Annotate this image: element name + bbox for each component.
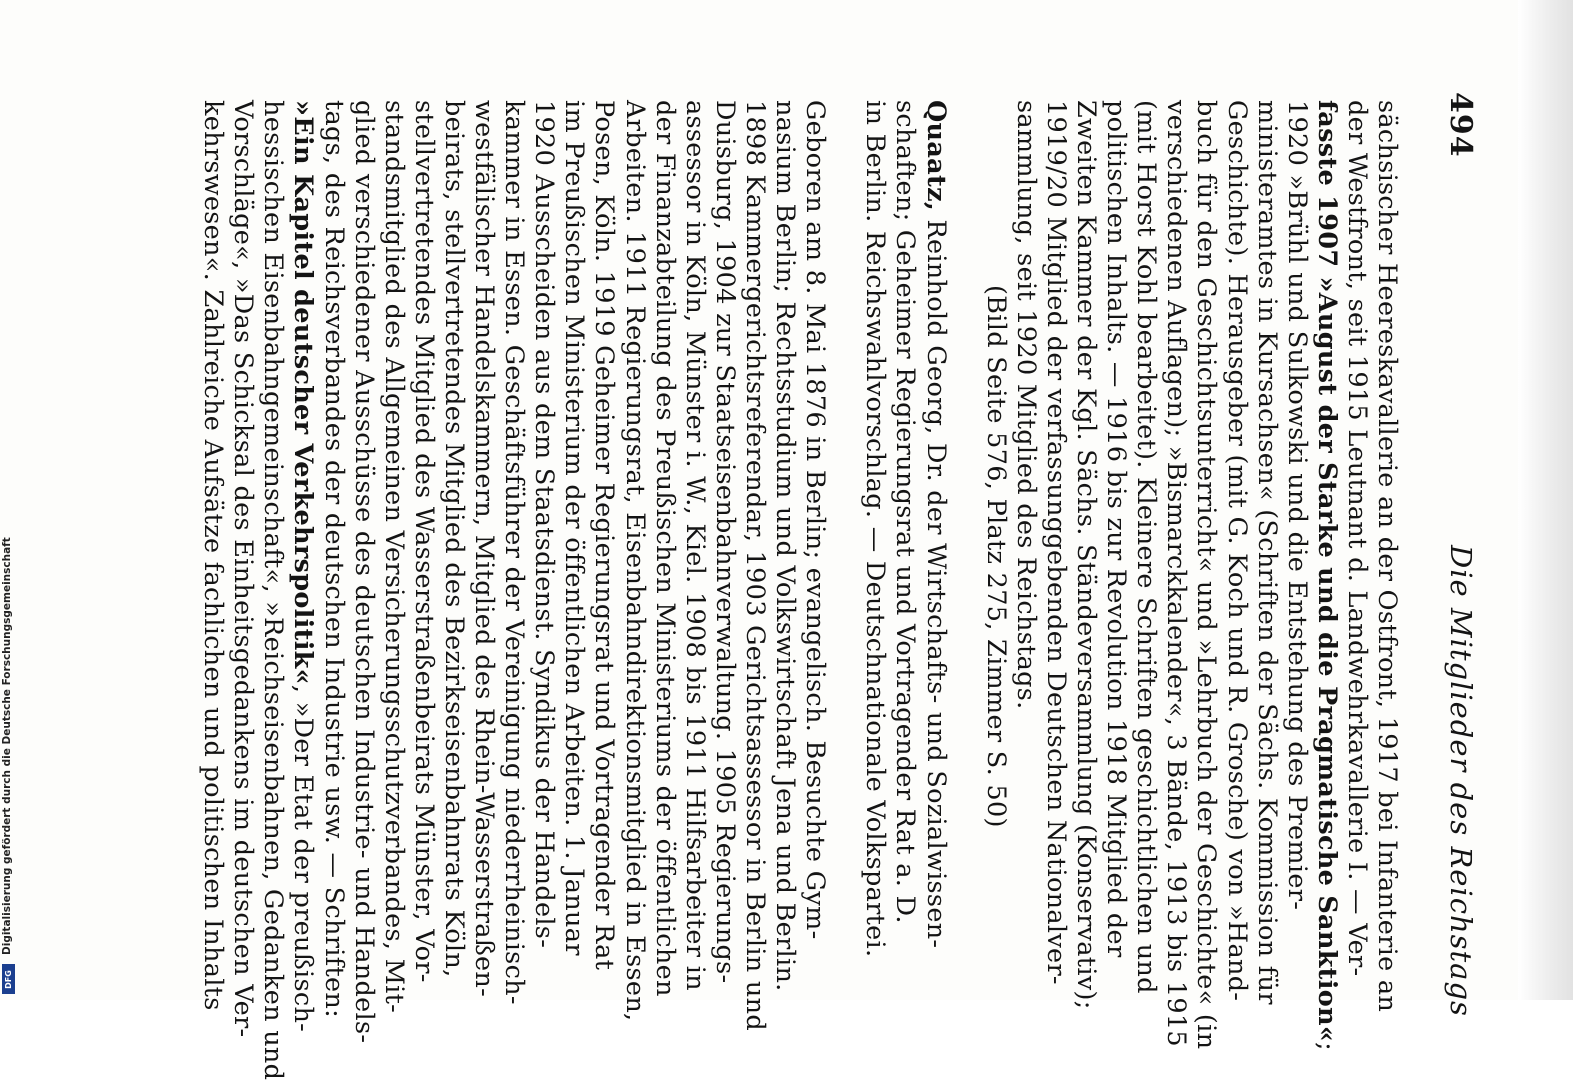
- text-segment: verschiedenen Auflagen); »Bismarckkalender«, 3 Bände, 1913 bis 1915: [1161, 100, 1192, 1047]
- dfg-logo-text: DFG: [4, 969, 14, 989]
- text-segment: (mit Horst Kohl bearbeitet). Kleinere Schriften geschichtlichen und: [1131, 100, 1162, 994]
- text-segment: (Bild Seite 576, Platz 275, Zimmer S. 50): [980, 285, 1011, 828]
- text-line: [770, 100, 800, 992]
- text-line: [1342, 100, 1372, 976]
- text-line: [589, 100, 619, 970]
- text-segment: Zweiten Kammer der Kgl. Sächs. Ständeversammlung (Konservativ);: [1071, 100, 1101, 1010]
- text-line: [258, 100, 288, 1080]
- text-segment: Vorschläge«, »Das Schicksal des Einheitsgedankens im deutschen Ver-: [228, 100, 259, 1038]
- page-number: 494: [1443, 92, 1478, 158]
- text-segment: nasium Berlin; Rechtsstudium und Volkswirtschaft Jena und Berlin.: [770, 100, 800, 992]
- text-line: [1101, 100, 1131, 957]
- text-segment: 1920 »Brühl und Sulkowski und die Entstehung des Premier-: [1281, 100, 1312, 911]
- text-segment: kehrswesen«. Zahlreiche Aufsätze fachlichen und politischen Inhalts: [198, 100, 229, 1011]
- text-line: [981, 285, 1011, 828]
- text-line: [1071, 100, 1101, 1010]
- text-line: [1222, 100, 1252, 1001]
- text-segment: Duisburg, 1904 zur Staatseisenbahnverwaltung. 1905 Regierungs-: [709, 100, 740, 984]
- text-segment: Posen, Köln. 1919 Geheimer Regierungsrat und Vortragender Rat: [589, 100, 620, 971]
- text-segment: schaften; Geheimer Regierungsrat und Vortragender Rat a. D.: [890, 100, 921, 924]
- text-segment: in Berlin. Reichswahlvorschlag. — Deutschnationale Volkspartei.: [860, 100, 891, 958]
- text-line: [1161, 100, 1191, 1047]
- text-segment: buch für den Geschichtsunterricht« und »Lehrbuch der Geschichte« (in: [1191, 100, 1222, 1050]
- text-segment: Geschichte). Herausgeber (mit G. Koch und R. Grosche) von »Hand-: [1221, 100, 1252, 1002]
- text-line: [469, 100, 499, 997]
- text-line: [529, 100, 559, 948]
- text-segment: der Finanzabteilung des Preußischen Ministeriums der öffentlichen: [649, 100, 680, 997]
- text-segment: hessischen Eisenbahngemeinschaft«, »Reichseisenbahnen, Gedanken und: [258, 100, 289, 1080]
- text-line: [1312, 100, 1342, 1051]
- dfg-logo-icon: [2, 964, 15, 994]
- text-segment: ministeramtes in Kursachsen« (Schriften der Sächs. Kommission für: [1251, 100, 1282, 1005]
- text-segment: beirats, stellvertretendes Mitglied des Bezirkseisenbahnrats Köln,: [438, 100, 469, 978]
- text-segment: der Westfront, seit 1915 Leutnant d. Landwehrkavallerie I. — Ver-: [1341, 100, 1372, 977]
- text-segment: assessor in Köln, Münster i. W., Kiel. 1908 bis 1911 Hilfsarbeiter in: [679, 100, 710, 991]
- scan-edge-shadow: [1518, 0, 1573, 1000]
- text-line: [740, 100, 770, 1031]
- text-line: [288, 100, 318, 1032]
- text-line: [1252, 100, 1282, 1005]
- text-segment: sammlung, seit 1920 Mitglied des Reichstags.: [1010, 100, 1041, 710]
- text-line: [379, 100, 409, 1013]
- text-line: [499, 100, 529, 1005]
- text-segment: westfälischer Handelskammern, Mitglied des Rhein-Wasserstraßen-: [469, 100, 499, 998]
- text-line: [680, 100, 710, 991]
- text-line: [921, 100, 951, 948]
- digitization-credit: Digitalisierung gefördert durch die Deutsche Forschungsgemeinschaft: [1, 537, 13, 955]
- bold-text-segment: »Ein Kapitel deutscher Verkehrspolitik«: [288, 100, 319, 685]
- text-segment: im Preußischen Ministerium der öffentlichen Arbeiten. 1. Januar: [559, 100, 590, 956]
- text-line: [198, 100, 228, 1011]
- text-line: [620, 100, 650, 1021]
- text-line: [1011, 100, 1041, 710]
- text-segment: 1920 Ausscheiden aus dem Staatsdienst. Syndikus der Handels-: [529, 100, 560, 949]
- text-line: [559, 100, 589, 956]
- text-segment: , »Der Etat der preußisch-: [288, 684, 319, 1033]
- text-line: [409, 100, 439, 983]
- text-segment: stellvertretendes Mitglied des Wasserstraßenbeirats Münster, Vor-: [408, 100, 439, 983]
- text-line: [800, 100, 830, 940]
- text-segment: Geboren am 8. Mai 1876 in Berlin; evangelisch. Besuchte Gym-: [800, 100, 831, 940]
- text-line: [439, 100, 469, 978]
- text-segment: tags, des Reichsverbandes der deutschen Industrie usw. — Schriften:: [318, 100, 349, 1019]
- text-segment: standsmitglied des Allgemeinen Versicherungsschutzverbandes, Mit-: [378, 100, 409, 1014]
- text-segment: ;: [1311, 1042, 1342, 1052]
- text-line: [319, 100, 349, 1018]
- bold-text-segment: fasste 1907 »August der Starke und die Pragmatische Sanktion«: [1311, 100, 1342, 1043]
- text-line: [710, 100, 740, 983]
- text-line: [228, 100, 258, 1037]
- text-segment: kammer in Essen. Geschäftsführer der Vereinigung niederrheinisch-: [499, 100, 530, 1005]
- text-line: [1191, 100, 1221, 1049]
- text-segment: 1919/20 Mitglied der verfassunggebenden Deutschen Nationalver-: [1040, 100, 1071, 985]
- text-line: [1372, 100, 1402, 1012]
- text-segment: politischen Inhalts. — 1916 bis zur Revolution 1918 Mitglied der: [1101, 100, 1132, 958]
- text-segment: sächsischer Heereskavallerie an der Ostfront, 1917 bei Infanterie an: [1372, 100, 1402, 1013]
- text-segment: glied verschiedener Ausschüsse des deutschen Industrie- und Handels-: [348, 100, 379, 1044]
- text-line: [1041, 100, 1071, 985]
- running-title: Die Mitglieder des Reichstags: [1444, 545, 1478, 1017]
- text-segment: Arbeiten. 1911 Regierungsrat, Eisenbahndirektionsmitglied in Essen,: [619, 100, 650, 1022]
- text-line: [890, 100, 920, 924]
- bold-text-segment: Quaatz,: [920, 100, 951, 212]
- text-line: [349, 100, 379, 1043]
- text-line: [860, 100, 890, 957]
- text-line: [650, 100, 680, 997]
- text-segment: Reinhold Georg, Dr. der Wirtschafts- und Sozialwissen-: [920, 211, 951, 949]
- text-line: [1282, 100, 1312, 910]
- text-segment: 1898 Kammergerichtsreferendar, 1903 Gerichtsassessor in Berlin und: [739, 100, 770, 1031]
- text-line: [1131, 100, 1161, 994]
